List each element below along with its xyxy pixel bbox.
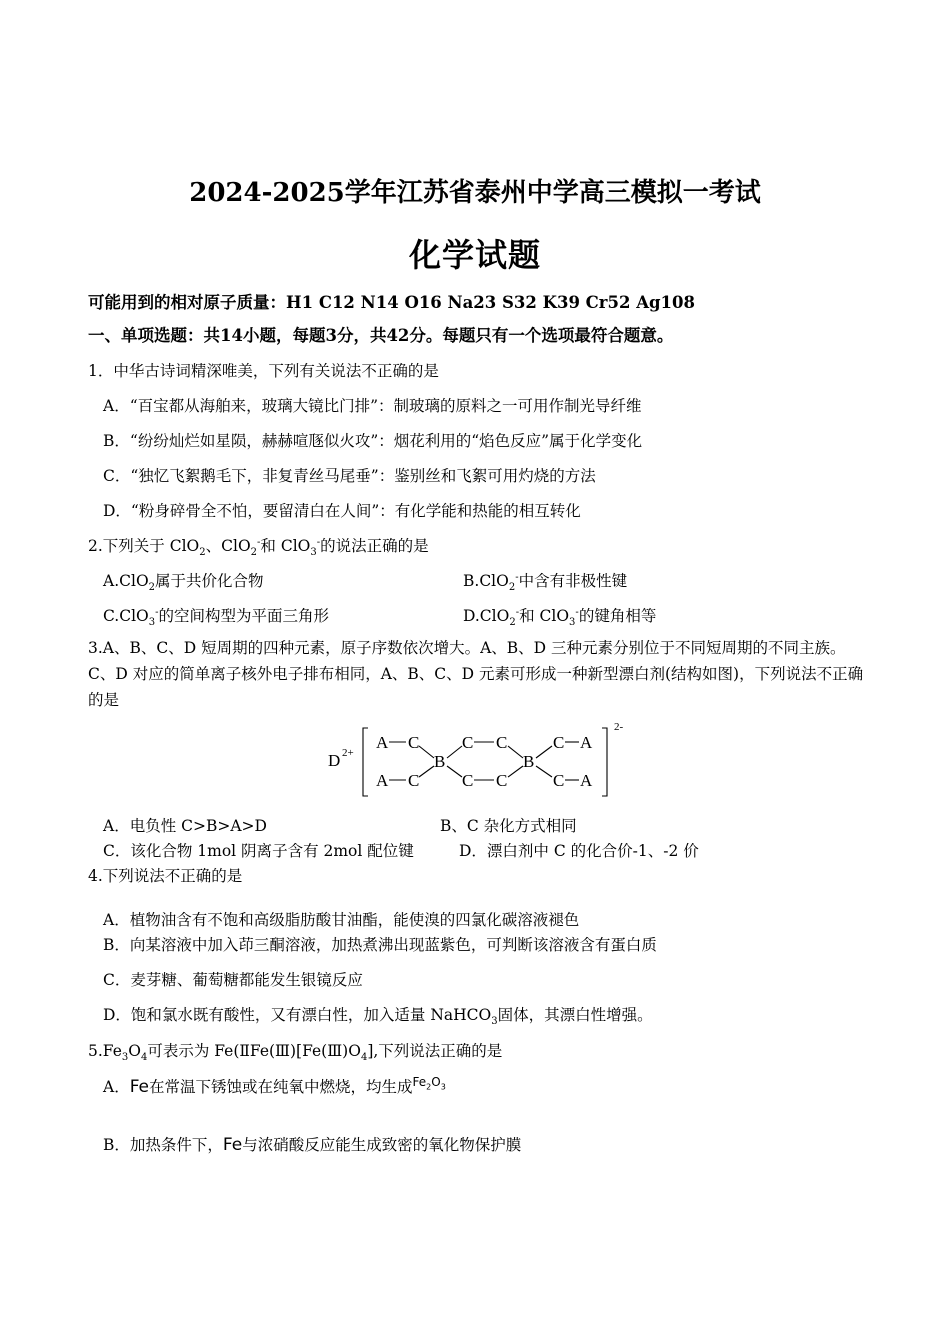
atom-b: B bbox=[523, 752, 535, 771]
q4-option-d: D．饱和氯水既有酸性，又有漂白性，加入适量 NaHCO$_3$固体，其漂白性增强。 bbox=[103, 1006, 653, 1028]
atom-a: A bbox=[580, 733, 593, 752]
q1-stem: 1．中华古诗词精深唯美，下列有关说法不正确的是 bbox=[88, 362, 439, 380]
bond bbox=[536, 766, 552, 777]
subject-title: 化学试题 bbox=[408, 236, 541, 274]
bond bbox=[419, 766, 434, 777]
q1-option-d: D．“粉身碎骨全不怕，要留清白在人间”：有化学能和热能的相互转化 bbox=[103, 502, 581, 520]
bleach-structure-diagram bbox=[320, 720, 630, 802]
anion-charge: 2- bbox=[614, 721, 624, 733]
cation-d: D bbox=[328, 751, 341, 770]
q2-option-d: D.ClO$_2$-和 ClO$_3$-的键角相等 bbox=[463, 606, 657, 629]
q2-stem: 2.下列关于 ClO$_2$、ClO$_2$-和 ClO$_3$-的说法正确的是 bbox=[88, 536, 429, 559]
q3-option-a: A．电负性 C>B>A>D bbox=[103, 817, 267, 835]
q3-stem: 3.A、B、C、D 短周期的四种元素，原子序数依次增大。A、B、D 三种元素分别位于不同短周期的不同主族。C、D 对应的简单离子核外电子排布相同，A、B、C、D 元素可形成一种新型漂白剂(结构如图)，下列说法不正确的是 bbox=[88, 639, 864, 709]
q4-stem: 4.下列说法不正确的是 bbox=[88, 867, 243, 885]
section-heading: 一、单项选题：共14小题，每题3分，共42分。每题只有一个选项最符合题意。 bbox=[88, 326, 674, 345]
bond bbox=[419, 746, 434, 758]
bond bbox=[508, 746, 523, 758]
atom-c: C bbox=[553, 733, 565, 752]
q2-option-c: C.ClO$_3$-的空间构型为平面三角形 bbox=[103, 606, 330, 629]
q5-stem: $5.Fe_3O_4$可表示为 $Fe(ⅡFe(Ⅲ)[Fe(Ⅲ)O_4]$,下列说法正确的是 bbox=[88, 1042, 503, 1064]
atom-c: C bbox=[462, 771, 474, 790]
atomic-masses: 可能用到的相对原子质量：H1 C12 N14 O16 Na23 S32 K39 Cr52 Ag108 bbox=[88, 293, 695, 312]
q1-option-c: C．“独忆飞絮鹅毛下，非复青丝马尾垂”：鉴别丝和飞絮可用灼烧的方法 bbox=[103, 467, 596, 485]
q2-option-b: B.ClO$_2$-中含有非极性键 bbox=[463, 571, 628, 594]
q1-option-a: A．“百宝都从海舶来，玻璃大镜比门排”：制玻璃的原料之一可用作制光导纤维 bbox=[103, 397, 642, 415]
q2-option-a: A.ClO$_2$属于共价化合物 bbox=[103, 572, 264, 594]
atom-a: A bbox=[580, 771, 593, 790]
atom-c: C bbox=[496, 733, 508, 752]
atom-b: B bbox=[434, 752, 446, 771]
atom-c: C bbox=[553, 771, 565, 790]
bond bbox=[508, 766, 523, 777]
q5-option-a: A．Fe在常温下锈蚀或在纯氧中燃烧，均生成$^{Fe_2O_3}$ bbox=[103, 1075, 446, 1097]
bond bbox=[536, 746, 552, 758]
atom-c: C bbox=[408, 771, 420, 790]
q3-option-b: B、C 杂化方式相同 bbox=[440, 817, 577, 835]
q4-option-c: C．麦芽糖、葡萄糖都能发生银镜反应 bbox=[103, 971, 363, 989]
cation-charge: 2+ bbox=[342, 747, 354, 759]
left-bracket bbox=[363, 728, 368, 796]
atom-c: C bbox=[408, 733, 420, 752]
atom-c: C bbox=[462, 733, 474, 752]
bond bbox=[447, 766, 462, 777]
atom-a: A bbox=[376, 733, 389, 752]
exam-title: 2024-2025学年江苏省泰州中学高三模拟一考试 bbox=[189, 178, 761, 208]
q3-option-d: D．漂白剂中 C 的化合价-1、-2 价 bbox=[459, 842, 699, 860]
atom-c: C bbox=[496, 771, 508, 790]
bond bbox=[447, 746, 462, 758]
q1-option-b: B．“纷纷灿烂如星陨，赫赫喧豗似火攻”：烟花利用的“焰色反应”属于化学变化 bbox=[103, 432, 643, 450]
q4-option-a: A．植物油含有不饱和高级脂肪酸甘油酯，能使溴的四氯化碳溶液褪色 bbox=[103, 911, 580, 929]
q3-option-c: C．该化合物 1mol 阴离子含有 2mol 配位键 bbox=[103, 842, 414, 860]
atom-a: A bbox=[376, 771, 389, 790]
right-bracket bbox=[602, 728, 607, 796]
q5-option-b: B．加热条件下，Fe与浓硝酸反应能生成致密的氧化物保护膜 bbox=[103, 1135, 522, 1155]
q4-option-b: B．向某溶液中加入茚三酮溶液，加热煮沸出现蓝紫色，可判断该溶液含有蛋白质 bbox=[103, 936, 657, 954]
